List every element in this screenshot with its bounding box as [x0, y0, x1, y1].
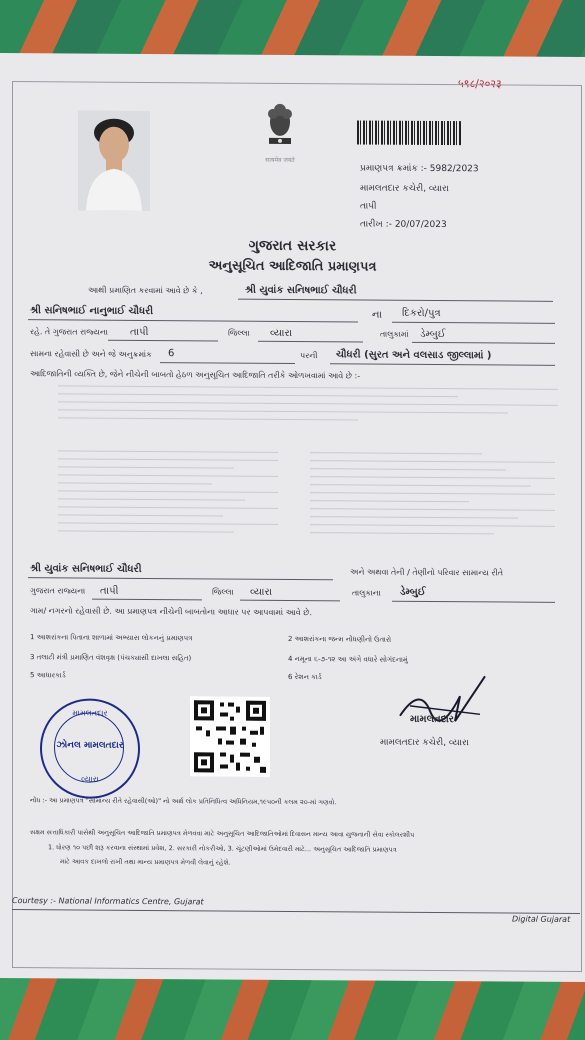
tribe-value: ચૌધરી (સુરત અને વલસાડ જીલ્લામાં ) — [336, 349, 492, 362]
relation-value: દિકરો/પુત્ર — [402, 307, 441, 320]
lower-applicant-name: શ્રી યુવાંક સનિષભાઈ ચૌધરી — [30, 563, 142, 575]
page-title: ગુજરાત સરકાર — [248, 237, 337, 255]
taluka-value: ડેમ્બુઈ — [420, 328, 446, 341]
footer-items-2: માટે આવક દાખલો રાખી તથા માન્ય પ્રમાણપત્ર મેળવી લેવાનું રહેશે. — [60, 857, 231, 867]
legal-text-column-right — [310, 452, 555, 542]
state-value: તાપી — [130, 326, 149, 338]
footer-items: 1. ધોરણ ૧૦ પછી શરૂ કરવાના સંસ્થામાં પ્રવેશ, 2. સરકારી નોકરીઓ, 3. ચૂંટણીઓમાં ઉમેદવારી માટે... અનુસૂચિત આદિજાતિ પ્રમાણપત્ર — [48, 843, 397, 854]
certificate-number — [360, 163, 479, 174]
legal-text-block — [58, 385, 558, 428]
signatory-office: મામલતદાર કચેરી, વ્યારા — [380, 737, 469, 749]
certificate-date — [360, 219, 447, 230]
official-seal-icon — [40, 698, 140, 799]
taluka-label: તાલુકામાં — [380, 329, 409, 339]
cert-number-label: પ્રમાણપત્ર ક્રમાંક :- — [360, 163, 427, 174]
pani-label: પરની — [300, 351, 318, 361]
document-item: 1 આશરાંકના પિતાના શાળામાં અભ્યાસ લોકનનું પ્રમાણપત્ર — [30, 633, 193, 643]
qr-code-icon — [190, 696, 270, 777]
serial-value: 6 — [168, 348, 175, 360]
cert-number-value: 5982/2023 — [429, 163, 479, 175]
legal-text-column-left — [58, 450, 278, 540]
page-subtitle: અનુસૂચિત આદિજાતિ પ્રમાણપત્ર — [208, 258, 377, 275]
corner-note: ५९८/२०२३ — [458, 77, 502, 91]
applicant-name: શ્રી યુવાંક સનિષભાઈ ચૌધરી — [245, 284, 357, 297]
document-item: 5 આધારકાર્ડ — [30, 671, 66, 680]
certificate-paper — [0, 53, 585, 982]
state-label: રહે. તે ગુજરાત રાજ્યના — [30, 327, 108, 337]
document-item: 2 આશરાંકના જન્મ નોંધણીનો ઉતારો — [288, 634, 392, 644]
signatory-designation: મામલતદાર — [410, 713, 454, 726]
date-label: તારીખ :- — [360, 219, 392, 230]
document-item: 4 નમૂના ૬-૭-૧૨ આ અંગે વધારે સોગંદનામું — [288, 654, 408, 664]
digital-gujarat-text: Digital Gujarat — [512, 914, 571, 924]
lower-taluka-value: ડેમ્બુઈ — [400, 586, 426, 598]
document-item: 6 રેશન કાર્ડ — [288, 672, 322, 682]
seal-text: મામલતદાર — [72, 708, 108, 718]
district-label: જિલ્લા — [228, 328, 250, 338]
family-text: અને અથવા તેની / તેણીનો પરિવાર સામાન્ય રીતે — [350, 567, 504, 578]
father-name: શ્રી સનિષભાઈ નાનુભાઈ ચૌધરી — [30, 305, 154, 318]
date-value: 20/07/2023 — [394, 219, 447, 231]
na-label: ના — [372, 309, 382, 321]
issuing-district: તાપી — [360, 201, 377, 212]
certify-prefix: આથી પ્રમાણિત કરવામાં આવે છે કે , — [88, 285, 203, 296]
lower-state-value: તાપી — [100, 585, 119, 597]
emblem-caption: सत्यमेव जयते — [265, 156, 295, 165]
lower-taluka-label: તાલુકાના — [352, 588, 381, 598]
closing-statement: ગામ/ નગરનો રહેવાસી છે. આ પ્રમાણપત્ર નીચેની બાબતોના આધાર પર આપવામાં આવે છે. — [30, 606, 313, 618]
issuing-office: મામલતદાર કચેરી, વ્યારા — [360, 183, 449, 195]
footer-paragraph: સક્ષમ સત્તાધિકારી પાસેથી અનુસૂચિત આદિજાતિ પ્રમાણપત્ર મેળવવા માટે અનુસૂચિત આદિજાતિઓમાં દિવાસન માન્ય આવા યુજનાની સેવા સ્કોલરશીપ — [30, 828, 415, 839]
barcode — [357, 120, 462, 145]
lower-district-value: વ્યારા — [250, 586, 273, 598]
note-line: નોંધ :- આ પ્રમાણપત્ર "સામાન્ય રીતે રહેવાસી(ઓ)" નો અર્થ લોક પ્રતિનિધિત્વ અધિનિયમ,૧૯૫૦ની કલમ ૨૦-માં ગણવો. — [30, 796, 337, 807]
document-item: 3 તલાટી મંત્રી પ્રમાણિત વંશવૃક્ષ (પંચક્યાસી દાખલા સહિત) — [30, 653, 192, 663]
serial-prefix: સામના રહેવાસી છે અને જે અનુક્રમાંક — [30, 349, 152, 360]
seal-center: ઝોનલ મામલતદાર — [56, 740, 124, 751]
national-emblem-icon — [255, 100, 305, 165]
tribe-statement: આદિજાતિની વ્યક્તિ છે, જેને નીચેની બાબતો હેઠળ અનુસૂચિત આદિજાતિ તરીકે ઓળખવામાં આવે છે :- — [30, 369, 361, 381]
courtesy-text: Courtesy :- National Informatics Centre, Gujarat — [12, 896, 204, 907]
lower-state-label: ગુજરાત રાજ્યના — [30, 586, 86, 596]
applicant-photo — [78, 111, 150, 212]
seal-inner-text: વ્યારા — [81, 774, 99, 784]
lower-district-label: જિલ્લા — [212, 587, 234, 597]
district-value: વ્યારા — [270, 327, 293, 339]
